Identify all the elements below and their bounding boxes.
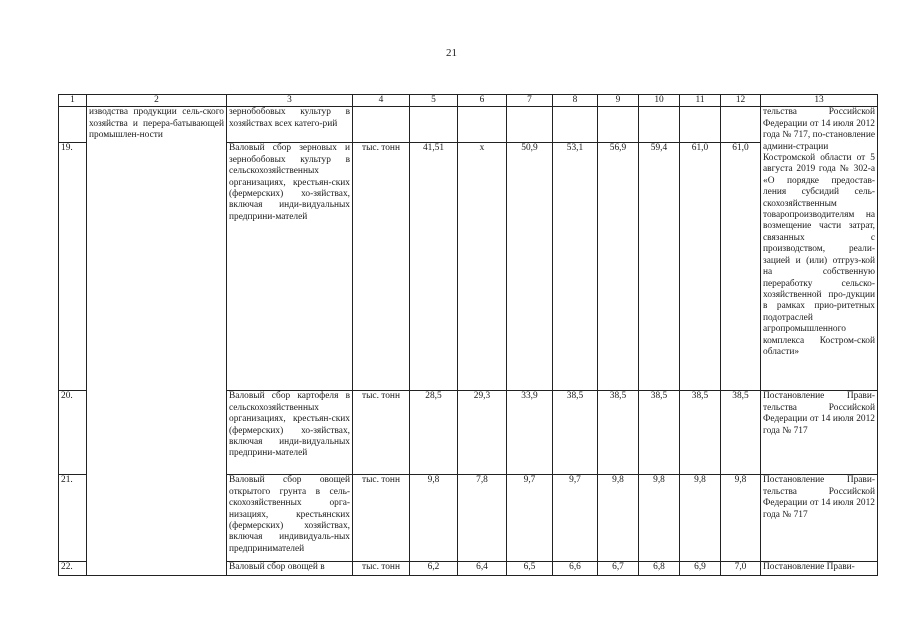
value-cell: 38,5 [598, 391, 639, 475]
value-cell: 61,0 [721, 143, 761, 391]
column-header: 1 [59, 95, 87, 107]
row-number: 22. [59, 562, 87, 576]
value-cell: 9,8 [721, 475, 761, 562]
table-row [59, 107, 878, 143]
value-cell: 38,5 [639, 391, 680, 475]
indicator-name: Валовый сбор овощей в [227, 562, 353, 576]
row-number: 20. [59, 391, 87, 475]
column-header: 13 [761, 95, 878, 107]
column-header: 2 [87, 95, 227, 107]
unit: тыс. тонн [353, 475, 410, 562]
row-number: 19. [59, 143, 87, 391]
value-cell: 61,0 [680, 143, 721, 391]
column-header: 7 [507, 95, 553, 107]
legal-basis-note: Постановление Прави-тельства Российской Федерации от 14 июля 2012 года № 717 [761, 475, 878, 562]
value-cell: 9,8 [639, 475, 680, 562]
value-cell: 33,9 [507, 391, 553, 475]
column-header: 3 [227, 95, 353, 107]
legal-basis-note: Постановление Прави-тельства Российской Федерации от 14 июля 2012 года № 717 [761, 391, 878, 475]
value-cell: 29,3 [458, 391, 507, 475]
header-row [59, 95, 878, 107]
indicator-group-cell: изводства продукции сель-ского хозяйства и перера-батывающей промышлен-ности [87, 107, 227, 576]
value-cell: 38,5 [721, 391, 761, 475]
value-cell: 6,5 [507, 562, 553, 576]
column-header: 5 [410, 95, 458, 107]
value-cell: 6,2 [410, 562, 458, 576]
value-cell: 6,9 [680, 562, 721, 576]
value-cell: 6,7 [598, 562, 639, 576]
value-cell: 41,51 [410, 143, 458, 391]
indicator-name: Валовый сбор картофеля в сельскохозяйственных организациях, крестьян-ских (фермерских) хо-зяйствах, включая инди-видуальных предприни-мателей [227, 391, 353, 475]
indicator-name: Валовый сбор зерновых и зернобобовых культур в сельскохозяйственных организациях, крестьян-ских (фермерских) хо-зяйствах, включая инди-видуальных предприни-мателей [227, 143, 353, 391]
legal-basis-note: тельства Российской Федерации от 14 июля 2012 года № 717, по-становление админи-страции Костромской области от 5 августа 2019 года № 302-а «О порядке предостав-ления субсидий сель-скохозяйственным товаропроизводителям на возмещение части затрат, связанных с производством, реали-зацией и (или) отгруз-кой на собственную переработку сельско-хозяйственной про-дукции в рамках прио-ритетных подотраслей агропромышленного комплекса Костром-ской области» [761, 107, 878, 391]
value-cell: 50,9 [507, 143, 553, 391]
indicator-name: Валовый сбор овощей открытого грунта в сель-скохозяйственных орга-низациях, крестьянских (фермерских) хозяйствах, включая индивидуаль-ных предпринимателей [227, 475, 353, 562]
value-cell: х [458, 143, 507, 391]
column-header: 4 [353, 95, 410, 107]
value-cell: 38,5 [680, 391, 721, 475]
column-header: 10 [639, 95, 680, 107]
value-cell: 9,8 [410, 475, 458, 562]
column-header: 9 [598, 95, 639, 107]
value-cell: 53,1 [553, 143, 598, 391]
value-cell: 6,8 [639, 562, 680, 576]
unit: тыс. тонн [353, 391, 410, 475]
column-header: 6 [458, 95, 507, 107]
value-cell: 9,8 [598, 475, 639, 562]
value-cell: 59,4 [639, 143, 680, 391]
value-cell: 6,4 [458, 562, 507, 576]
unit: тыс. тонн [353, 562, 410, 576]
page-number: 21 [446, 47, 457, 59]
value-cell: 6,6 [553, 562, 598, 576]
value-cell: 9,7 [553, 475, 598, 562]
value-cell: 7,8 [458, 475, 507, 562]
indicator-name: зернобобовых культур в хозяйствах всех катего-рий [227, 107, 353, 143]
column-header: 11 [680, 95, 721, 107]
unit: тыс. тонн [353, 143, 410, 391]
value-cell: 56,9 [598, 143, 639, 391]
value-cell: 9,7 [507, 475, 553, 562]
row-number: 21. [59, 475, 87, 562]
column-header: 8 [553, 95, 598, 107]
value-cell: 7,0 [721, 562, 761, 576]
value-cell: 38,5 [553, 391, 598, 475]
column-header: 12 [721, 95, 761, 107]
value-cell: 28,5 [410, 391, 458, 475]
legal-basis-note: Постановление Прави- [761, 562, 878, 576]
indicators-table [58, 94, 878, 576]
value-cell: 9,8 [680, 475, 721, 562]
